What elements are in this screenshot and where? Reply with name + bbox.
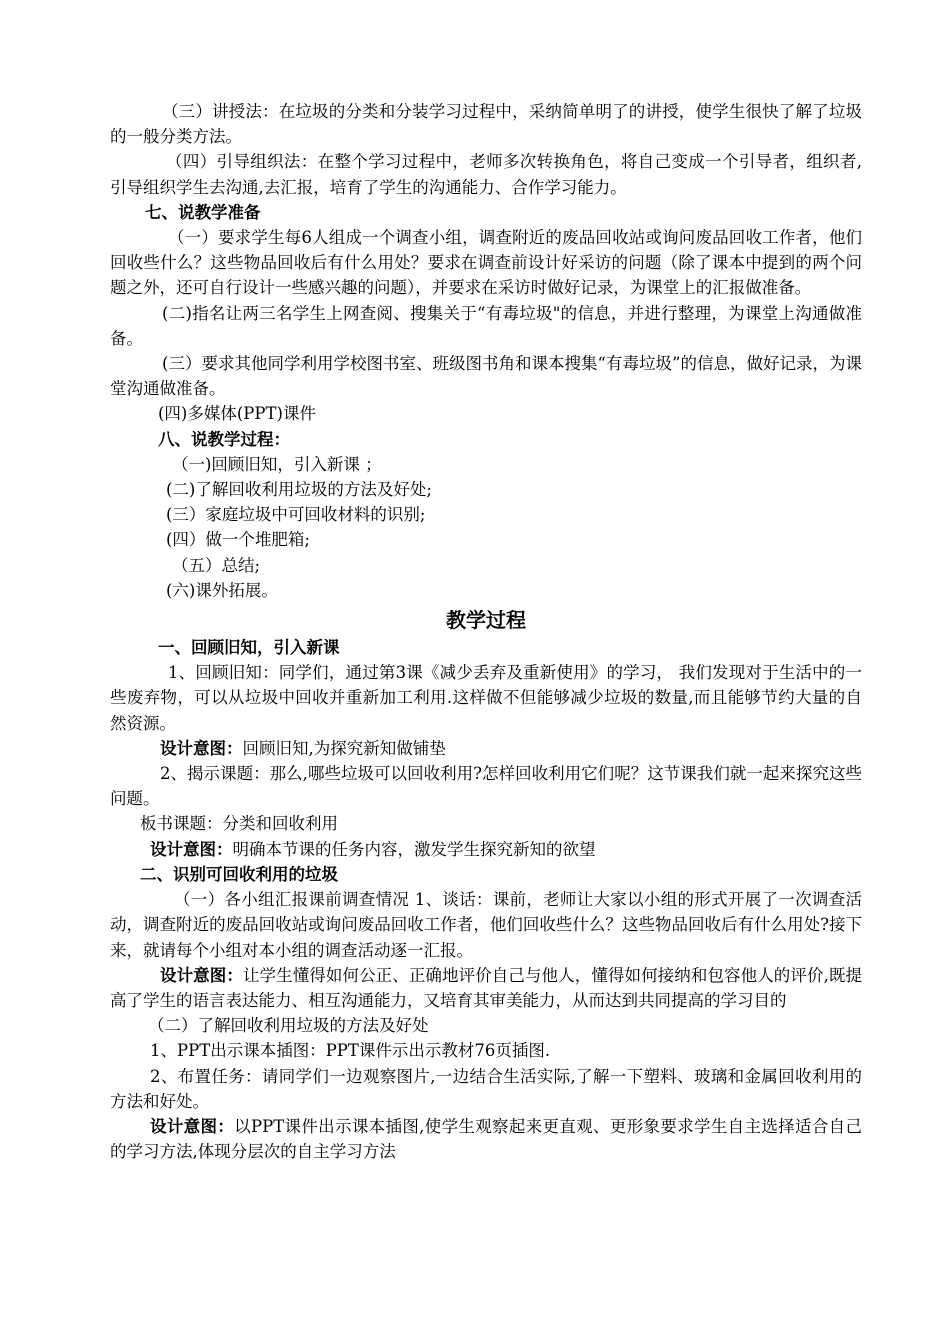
design-intent-text: 回顾旧知,为探究新知做铺垫 bbox=[242, 738, 446, 758]
design-intent-4 bbox=[110, 1114, 862, 1164]
design-intent-label: 设计意图： bbox=[160, 738, 243, 758]
list-item-household-materials: (三）家庭垃圾中可回收材料的识别; bbox=[166, 505, 426, 525]
list-item-recycling-methods: (二)了解回收利用垃圾的方法及好处; bbox=[166, 480, 432, 500]
paragraph-review-content: 1、回顾旧知：同学们，通过第3课《减少丢弃及重新使用》的学习， 我们发现对于生活中的一些废弃物，可以从垃圾中回收并重新加工利用.这样做不但能够减少垃圾的数量,而且能够节约大量的自然资源。 bbox=[110, 663, 862, 733]
design-intent-label: 设计意图： bbox=[160, 965, 243, 985]
design-intent-text: 以PPT课件出示课本插图,使学生观察起来更直观、更形象要求学生自主选择适合自己的学习方法,体现分层次的自主学习方法 bbox=[110, 1116, 862, 1162]
paragraph-ppt-illustration: 1、PPT出示课本插图：PPT课件示出示教材76页插图. bbox=[150, 1041, 551, 1061]
subheading-review: 一、回顾旧知，引入新课 bbox=[158, 638, 340, 658]
document-body bbox=[110, 99, 862, 1164]
design-intent-text: 明确本节课的任务内容，激发学生探究新知的欲望 bbox=[232, 839, 596, 859]
paragraph-assign-task: 2、布置任务：请同学们一边观察图片,一边结合生活实际,了解一下塑料、玻璃和金属回收利用的方法和好处。 bbox=[110, 1066, 862, 1111]
design-intent-label: 设计意图： bbox=[150, 839, 233, 859]
paragraph-reveal-topic: 2、揭示课题：那么,哪些垃圾可以回收利用?怎样回收利用它们呢？这节课我们就一起来探究这些问题。 bbox=[110, 764, 862, 809]
design-intent-text: 让学生懂得如何公正、正确地评价自己与他人，懂得如何接纳和包容他人的评价,既提高了学生的语言表达能力、相互沟通能力，又培育其审美能力，从而达到共同提高的学习目的 bbox=[110, 965, 863, 1010]
paragraph-guided-organization: （四）引导组织法：在整个学习过程中，老师多次转换角色，将自己变成一个引导者，组织者,引导组织学生去沟通,去汇报，培育了学生的沟通能力、合作学习能力。 bbox=[110, 152, 862, 197]
heading-teaching-process: 八、说教学过程： bbox=[158, 429, 290, 449]
paragraph-group-report: （一）各小组汇报课前调查情况 1、谈话：课前，老师让大家以小组的形式开展了一次调查活动，调查附近的废品回收站或询问废品回收工作者，他们回收些什么？这些物品回收后有什么用处?接下来，就请每个小组对本小组的调查活动逐一汇报。 bbox=[110, 890, 862, 960]
list-item-summary: （五）总结; bbox=[172, 555, 261, 575]
section-title: 教学过程 bbox=[446, 608, 526, 633]
design-intent-3 bbox=[110, 963, 862, 1013]
subheading-identify-recyclables: 二、识别可回收利用的垃圾 bbox=[140, 864, 338, 884]
list-item-extension: (六)课外拓展。 bbox=[166, 580, 278, 600]
heading-teaching-preparation: 七、说教学准备 bbox=[145, 202, 261, 222]
design-intent-label: 设计意图： bbox=[150, 1116, 235, 1136]
design-intent-2 bbox=[110, 837, 862, 862]
paragraph-board-title: 板书课题：分类和回收利用 bbox=[140, 814, 338, 834]
paragraph-prep-library: (三）要求其他同学利用学校图书室、班级图书角和课本搜集“有毒垃圾”的信息，做好记录，为课堂沟通做准备。 bbox=[110, 354, 862, 399]
paragraph-prep-online: (二)指名让两三名学生上网查阅、搜集关于“有毒垃圾"的信息，并进行整理，为课堂上沟通做准备。 bbox=[110, 303, 862, 348]
list-item-compost-box: (四）做一个堆肥箱; bbox=[166, 530, 310, 550]
design-intent-1 bbox=[110, 736, 862, 761]
paragraph-recycling-benefits: （二）了解回收利用垃圾的方法及好处 bbox=[148, 1016, 429, 1036]
list-item-review: （一)回顾旧知，引入新课 ； bbox=[172, 454, 382, 474]
paragraph-prep-multimedia: (四)多媒体(PPT)课件 bbox=[158, 404, 316, 424]
paragraph-lecture-method: （三）讲授法：在垃圾的分类和分装学习过程中，采纳简单明了的讲授，使学生很快了解了垃圾的一般分类方法。 bbox=[110, 102, 862, 147]
paragraph-prep-survey: （一）要求学生每6人组成一个调查小组，调查附近的废品回收站或询问废品回收工作者，他们回收些什么？这些物品回收后有什么用处？要求在调查前设计好采访的问题（除了课本中提到的两个问题之外，还可自行设计一些感兴趣的问题），并要求在采访时做好记录，为课堂上的汇报做准备。 bbox=[110, 228, 862, 298]
